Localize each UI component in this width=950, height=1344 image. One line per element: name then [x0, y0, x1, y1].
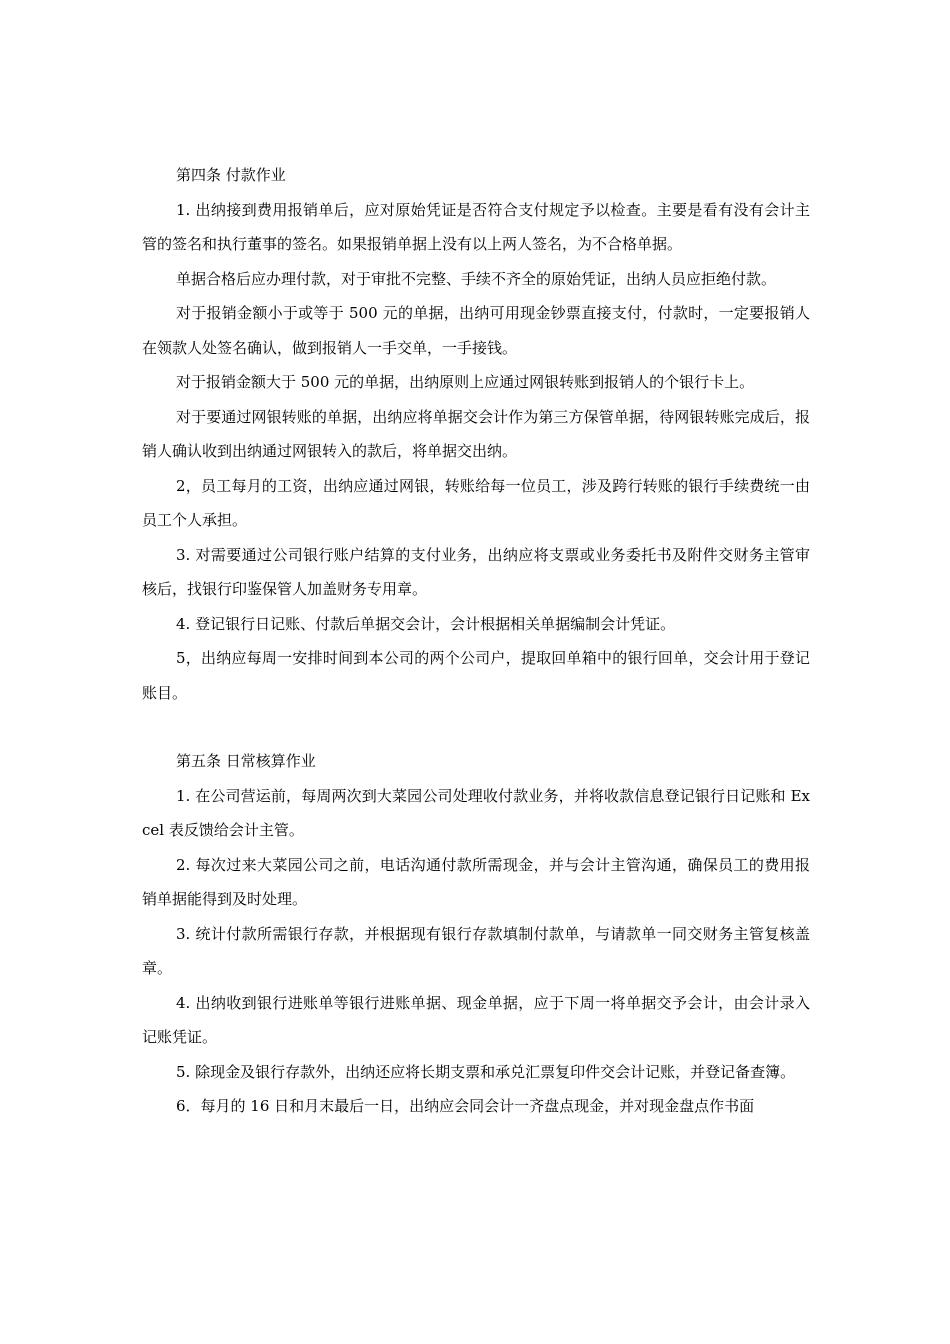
paragraph: 2. 每次过来大菜园公司之前，电话沟通付款所需现金，并与会计主管沟通，确保员工的费用报销单据能得到及时处理。	[142, 855, 810, 908]
section-article-5	[142, 744, 810, 1124]
paragraph: 3. 统计付款所需银行存款，并根据现有银行存款填制付款单，与请款单一同交财务主管复核盖章。	[142, 924, 810, 977]
paragraph: 4. 出纳收到银行进账单等银行进账单据、现金单据，应于下周一将单据交予会计，由会计录入记账凭证。	[142, 993, 810, 1046]
paragraph: 3. 对需要通过公司银行账户结算的支付业务，出纳应将支票或业务委托书及附件交财务主管审核后，找银行印鉴保管人加盖财务专用章。	[142, 545, 810, 598]
paragraph: 5，出纳应每周一安排时间到本公司的两个公司户，提取回单箱中的银行回单，交会计用于登记账目。	[142, 649, 810, 702]
paragraph: 1. 在公司营运前，每周两次到大菜园公司处理收付款业务，并将收款信息登记银行日记账和 Excel 表反馈给会计主管。	[142, 786, 810, 839]
paragraph: 对于报销金额小于或等于 500 元的单据，出纳可用现金钞票直接支付，付款时，一定要报销人在领款人处签名确认，做到报销人一手交单，一手接钱。	[142, 304, 810, 357]
paragraph: 2，员工每月的工资，出纳应通过网银，转账给每一位员工，涉及跨行转账的银行手续费统一由员工个人承担。	[142, 476, 810, 529]
section-heading: 第五条 日常核算作业	[176, 752, 316, 770]
paragraph: 5. 除现金及银行存款外，出纳还应将长期支票和承兑汇票复印件交会计记账，并登记备查簿。	[176, 1062, 796, 1081]
document-page	[142, 158, 810, 1124]
paragraph: 对于报销金额大于 500 元的单据，出纳原则上应通过网银转账到报销人的个银行卡上。	[176, 373, 755, 391]
paragraph: 1. 出纳接到费用报销单后，应对原始凭证是否符合支付规定予以检查。主要是看有没有会计主管的签名和执行董事的签名。如果报销单据上没有以上两人签名，为不合格单据。	[142, 200, 810, 253]
paragraph: 对于要通过网银转账的单据，出纳应将单据交会计作为第三方保管单据，待网银转账完成后，报销人确认收到出纳通过网银转入的款后，将单据交出纳。	[142, 407, 810, 460]
section-article-4	[142, 158, 810, 710]
paragraph: 单据合格后应办理付款，对于审批不完整、手续不齐全的原始凭证，出纳人员应拒绝付款。	[176, 269, 777, 288]
paragraph: 6．每月的 16 日和月末最后一日，出纳应会同会计一齐盘点现金，并对现金盘点作书面	[176, 1097, 755, 1115]
section-heading: 第四条 付款作业	[176, 166, 286, 184]
paragraph: 4. 登记银行日记账、付款后单据交会计，会计根据相关单据编制会计凭证。	[176, 614, 676, 633]
